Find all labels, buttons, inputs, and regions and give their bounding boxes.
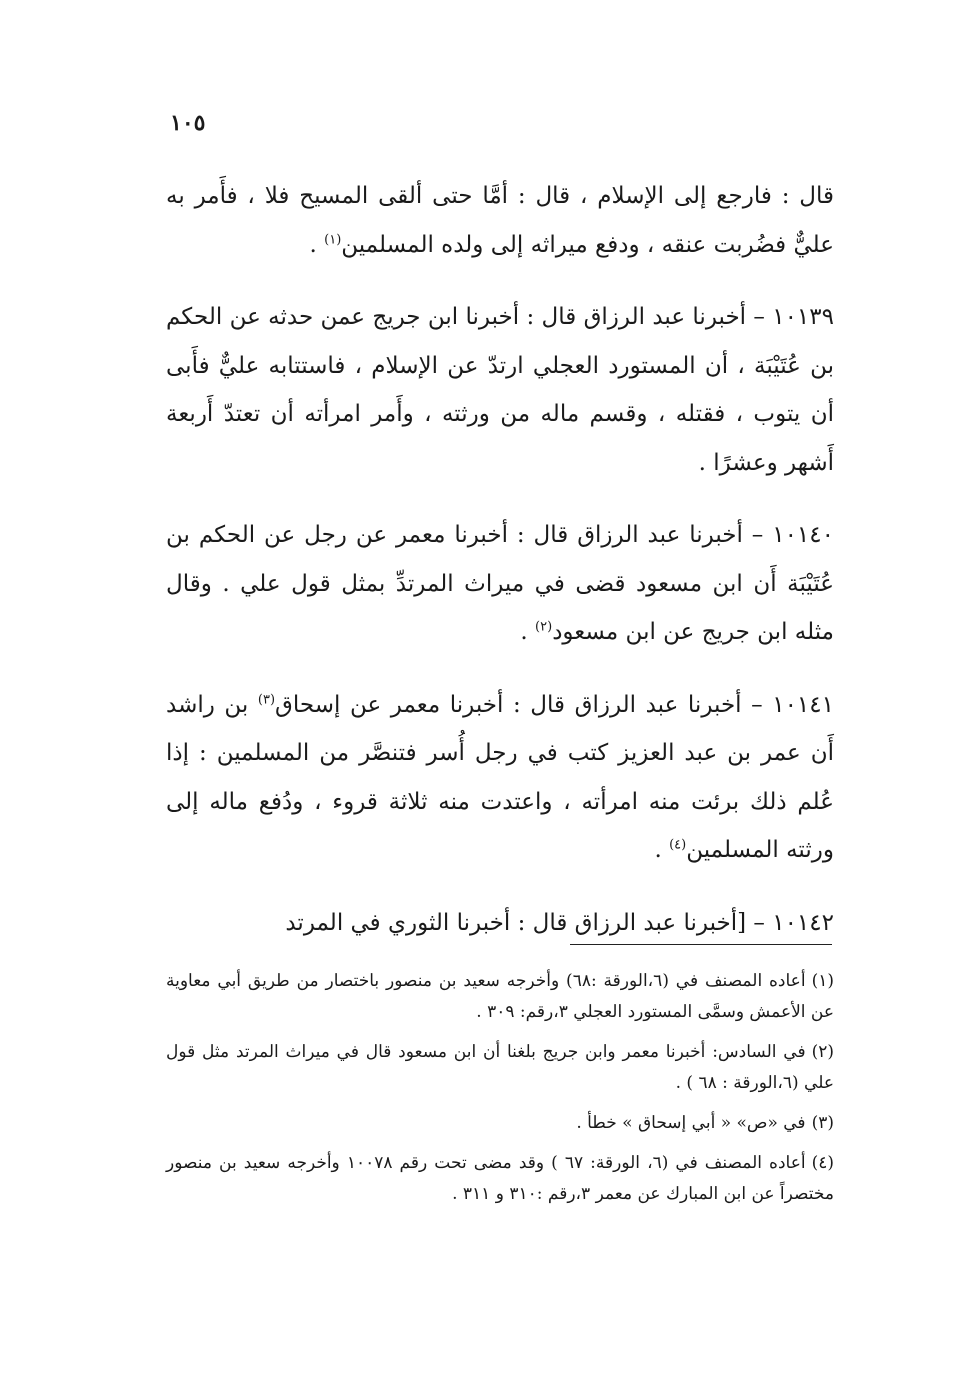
footnote-number: (١)	[811, 971, 834, 991]
footnote-ref: (١)	[324, 231, 342, 247]
hadith-10142: ١٠١٤٢ – [أخبرنا عبد الرزاق قال : أخبرنا الثوري في المرتد	[285, 909, 834, 936]
footnote-number: (٤)	[811, 1153, 834, 1173]
hadith-10139: ١٠١٣٩ – أخبرنا عبد الرزاق قال : أخبرنا ابن جريج عمن حدثه عن الحكم بن عُتَيْبَة ، أن المستورد العجلي ارتدّ عن الإسلام ، فاستتابه عليٌّ فأَبى أن يتوب ، فقتله ، وقسم ماله من ورثته ، وأَمر امرأته أن تعتدّ أَربعة أَشهر وعشرًا .	[166, 304, 834, 476]
paragraph-text: قال : فارجع إلى الإسلام ، قال : أمَّا حتى ألقى المسيح فلا ، فأَمر به عليٌّ فضُربت عنقه ، ودفع ميراثه إلى ولده المسلمين	[166, 183, 834, 258]
footnote-ref: (٣)	[257, 691, 276, 707]
paragraph-text: بن راشد أَن عمر بن عبد العزيز كتب في رجل أُسر فتنصَّر من المسلمين : إذا عُلم ذلك برئت منه امرأته ، واعتدت منه ثلاثة قروء ، ودُفع ماله إلى ورثته المسلمين	[166, 691, 834, 863]
footnote-4	[166, 1148, 834, 1210]
footnote-divider	[570, 944, 832, 945]
footnote-number: (٢)	[811, 1042, 834, 1062]
footnote-text: في السادس: أخبرنا معمر وابن جريج بلغنا أن ابن مسعود قال في ميراث المرتد مثل قول علي (٦،الورقة : ٦٨ ) .	[166, 1042, 834, 1093]
paragraph-end: .	[520, 619, 536, 645]
paragraph-text: ١٠١٤٠ – أخبرنا عبد الرزاق قال : أخبرنا معمر عن رجل عن الحكم بن عُتَيْبَة أَن ابن مسعود قضى في ميراث المرتدِّ بمثل قول علي . وقال مثله ابن جريج عن ابن مسعود	[166, 522, 834, 645]
footnote-text: أعاده المصنف في (٦، الورقة: ٦٧ ) وقد مضى تحت رقم ١٠٠٧٨ وأخرجه سعيد بن منصور مختصراً عن ابن المبارك عن معمر ٣،رقم :٣١٠ و ٣١١ .	[166, 1153, 834, 1204]
paragraph-end: .	[309, 231, 325, 258]
paragraph-end: .	[654, 837, 670, 863]
hadith-10141	[166, 681, 834, 875]
footnotes	[166, 966, 834, 1219]
footnote-2	[166, 1037, 834, 1099]
page-number: ١٠٥	[170, 110, 206, 136]
footnote-number: (٣)	[811, 1113, 834, 1133]
paragraph-text: ١٠١٤١ – أخبرنا عبد الرزاق قال : أخبرنا معمر عن إسحاق	[275, 691, 834, 718]
footnote-ref: (٤)	[669, 837, 687, 853]
paragraph-continuation	[166, 172, 834, 269]
footnote-3	[166, 1108, 834, 1139]
footnote-1	[166, 966, 834, 1028]
footnote-ref: (٢)	[535, 619, 553, 635]
hadith-10140	[166, 511, 834, 657]
main-text	[166, 172, 834, 971]
footnote-text: أعاده المصنف في (٦،الورقة :٦٨) وأخرجه سعيد بن منصور باختصار من طريق أبي معاوية عن الأعمش وسمَّى المستورد العجلي ٣،رقم: ٣٠٩ .	[166, 971, 834, 1022]
footnote-text: في «ص» « أبي إسحاق » خطأ .	[576, 1113, 806, 1133]
